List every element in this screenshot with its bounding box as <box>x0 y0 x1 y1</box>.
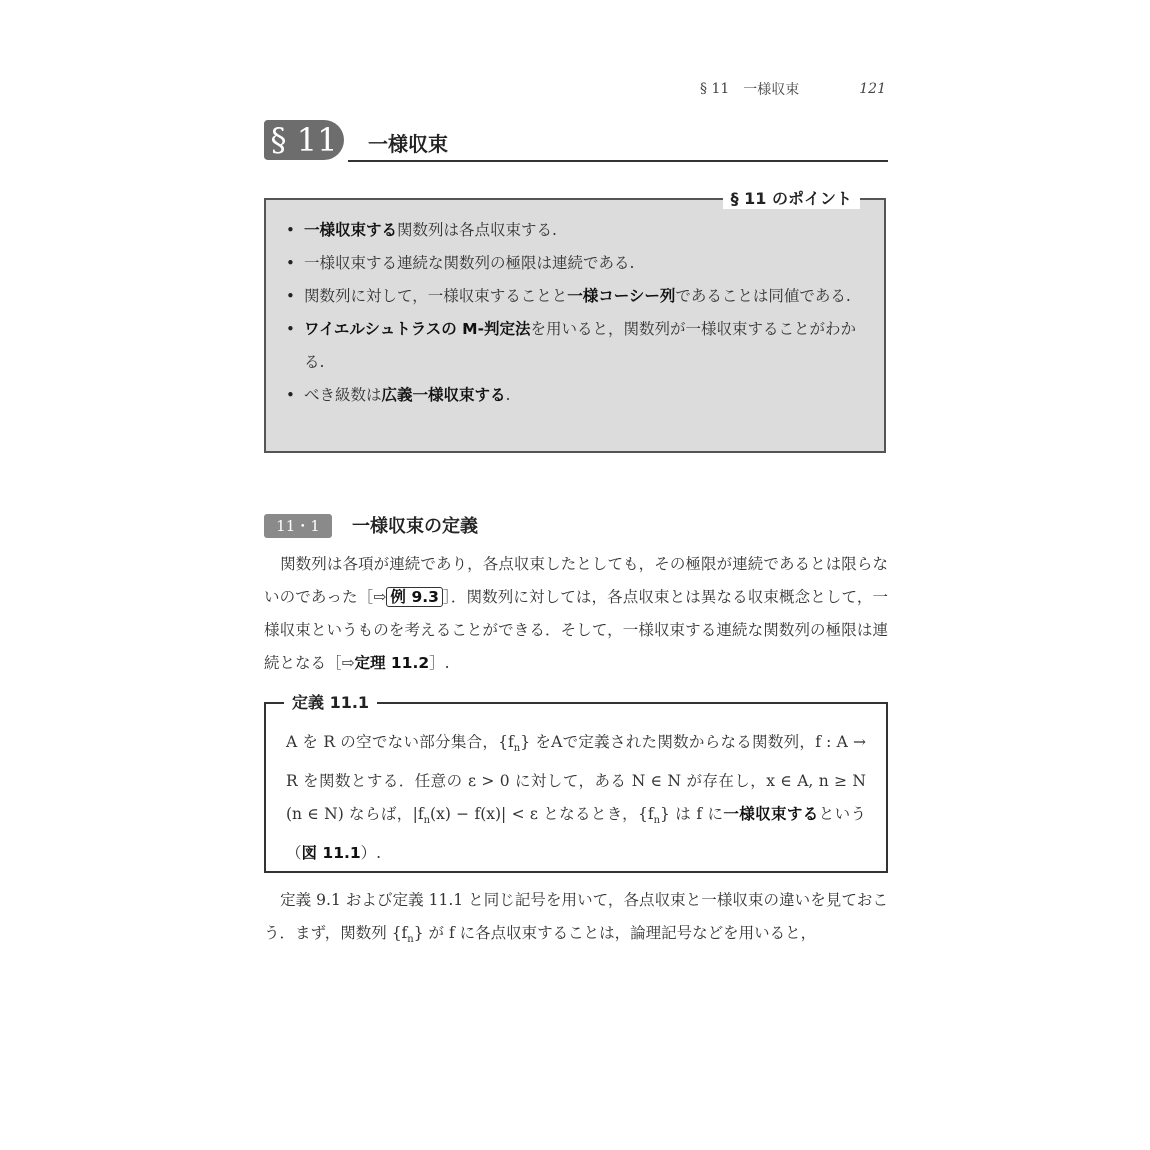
chapter-rule <box>348 160 888 162</box>
key-point-bold: 一様コーシー列 <box>567 287 676 305</box>
paragraph-text: ］．関数列に対しては，各点収束とは異なる収束概念として，一様収束というものを考えることができる．そして，一様収束する連続な関数列の極限は連続となる［⇨ <box>264 588 888 672</box>
key-point-bold: ワイエルシュトラスの M-判定法 <box>304 320 531 338</box>
definition-label: 定義 11.1 <box>284 690 377 713</box>
subsection-title: 一様収束の定義 <box>352 516 478 537</box>
example-ref-link[interactable]: 例 9.3 <box>386 587 443 607</box>
key-point <box>284 379 866 412</box>
page-number: 121 <box>859 81 886 97</box>
key-point <box>284 280 866 313</box>
paragraph-text: 関数列は各項が連続であり，各点収束したとしても，その極限が連続であるとは限らないのであった［⇨ <box>264 555 888 606</box>
key-points-list <box>266 200 884 412</box>
chapter-number-badge: § 11 <box>264 120 344 160</box>
figure-ref-link[interactable]: 図 11.1 <box>301 844 361 863</box>
key-points-label: § 11 のポイント <box>723 186 860 209</box>
paragraph-text: ］. <box>429 654 450 672</box>
key-point-bold: 一様収束する <box>304 221 398 239</box>
key-point <box>284 214 866 247</box>
chapter-heading <box>264 120 888 164</box>
key-point-text: . <box>505 386 511 404</box>
key-point-text: 関数列は各点収束する. <box>397 221 557 239</box>
definition-term: 一様収束する <box>723 805 819 824</box>
key-point-text: べき級数は <box>304 386 382 404</box>
key-point-bold: 広義一様収束する <box>381 386 506 404</box>
definition-text: } は f に <box>660 805 724 824</box>
definition-body: A を R の空でない部分集合，$\{f_n\}$ をAで定義された関数からなる関数列，f : A → R を関数とする．任意の ε > 0 に対して，ある N ∈ N が存在し，x ∈ A, n ≥ N (n ∈ N) ならば，$|f_n(x) - f(x)| < \varepsilon$ となるとき，$\{f_n\}$ は f に一様収束するという（図 11.1）. <box>286 733 867 863</box>
paragraph-intro <box>264 548 888 680</box>
key-point <box>284 247 866 280</box>
paragraph-followup: 定義 9.1 および定義 11.1 と同じ記号を用いて，各点収束と一様収束の違いを見ておこう．まず，関数列 $\{f_n\}$ が f に各点収束することは，論理記号などを用いると， <box>264 891 888 946</box>
definition-text: という（ <box>286 805 866 863</box>
theorem-ref-link[interactable]: 定理 11.2 <box>354 654 430 672</box>
definition-text: ）. <box>360 844 382 863</box>
paragraph-text: 定義 9.1 および定義 11.1 と同じ記号を用いて，各点収束と一様収束の違いを見ておこう．まず，関数列 {f <box>264 891 888 942</box>
running-head <box>700 78 886 100</box>
definition-text: A を R の空でない部分集合，{f <box>286 733 514 751</box>
key-point-text: であることは同値である. <box>675 287 851 305</box>
definition-text: } をAで定義された関数からなる関数列，f : A → R を関数とする．任意の ε > 0 に対して，ある N ∈ N が存在し，x ∈ A, n ≥ N (n ∈ N) ならば，|f <box>286 733 867 824</box>
subsection-number-badge: 11・1 <box>264 514 332 538</box>
definition-text: (x) − f(x)| < ε となるとき，{f <box>430 805 654 824</box>
chapter-title: 一様収束 <box>368 132 448 156</box>
subsection-heading <box>264 512 888 542</box>
key-point <box>284 313 866 379</box>
key-point-text: 一様収束する連続な関数列の極限は連続である. <box>304 254 635 272</box>
running-head-section: § 11 <box>700 81 730 97</box>
key-point-text: 関数列に対して，一様収束することと <box>304 287 568 305</box>
key-point-text: を用いると，関数列が一様収束することがわかる. <box>304 320 857 371</box>
definition-box <box>264 693 888 873</box>
running-head-title: 一様収束 <box>743 82 800 98</box>
paragraph-text: } が f に各点収束することは，論理記号などを用いると， <box>413 924 817 942</box>
key-points-box <box>264 189 886 453</box>
